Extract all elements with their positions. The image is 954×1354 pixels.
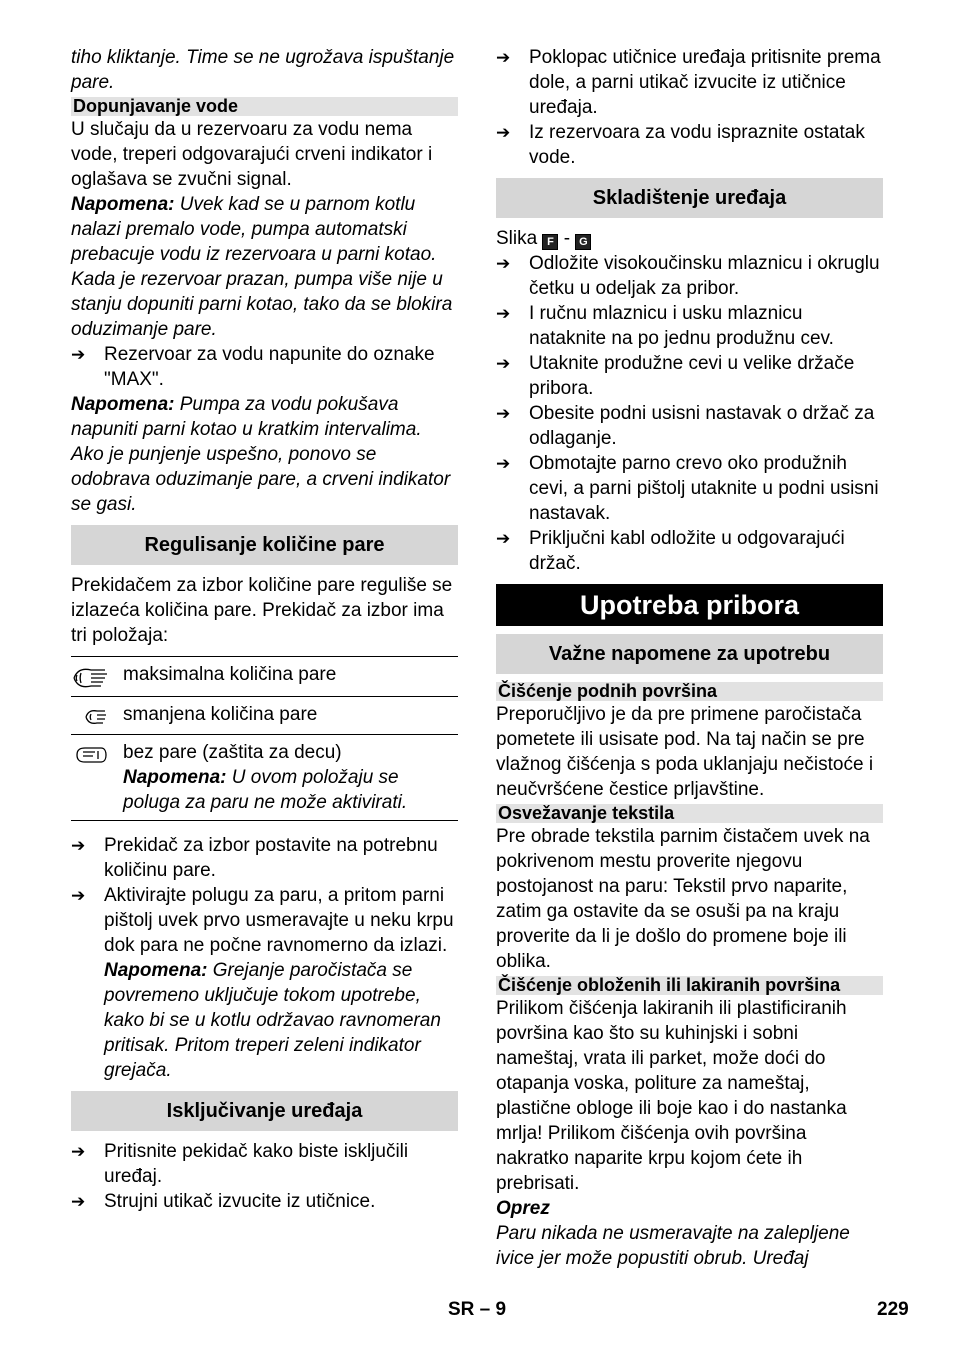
bullet-text: Aktivirajte polugu za paru, a pritom parni pištolj uvek prvo usmeravajte u neku krpu dok para ne počne ravnomerno da izlazi. <box>104 885 454 956</box>
bullet-item <box>496 120 883 170</box>
bullet-text: Prekidač za izbor postavite na potrebnu količinu pare. <box>104 835 438 881</box>
intro-text: tiho kliktanje. Time se ne ugrožava ispuštanje pare. <box>71 47 455 93</box>
note-label: Napomena: <box>71 194 175 215</box>
coated-text: Prilikom čišćenja lakiranih ili plastificiranih površina kao što su kuhinjski i sobni nameštaj, vrata ili parket, može doći do otapanja voska, politure za nameštaj, plastične obloge ili boje kao i do nastanka mrlja! Prilikom čišćenja ovih površina nakratko naparite krpu kojom ćete ih prebrisati. <box>496 998 847 1194</box>
refill-note-2 <box>71 392 458 517</box>
note-label: Napomena: <box>104 960 208 981</box>
arrow-icon: ➔ <box>71 886 86 905</box>
steam-text: Prekidačem za izbor količine pare reguliše se izlazeća količina pare. Prekidač za izbor ima tri položaja: <box>71 575 453 646</box>
coated-heading: Čišćenje obloženih ili lakiranih površina <box>496 976 883 995</box>
bullet-item <box>496 451 883 526</box>
steam-note <box>104 958 458 1083</box>
bullet-item <box>496 526 883 576</box>
right-column <box>496 45 883 1271</box>
textile-text: Pre obrade tekstila parnim čistačem uvek na pokrivenom mestu proverite njegovu postojanost na paru: Tekstil prvo naparite, zatim ga ostavite da se osuši pa na kraju proverite da li je došlo do promene boje ili oblika. <box>496 826 870 972</box>
bullet-text: Utaknite produžne cevi u velike držače pribora. <box>529 353 855 399</box>
reduced-steam-icon <box>71 702 123 729</box>
table-row-text: maksimalna količina pare <box>123 664 337 685</box>
textile-heading: Osvežavanje tekstila <box>496 804 883 823</box>
arrow-icon: ➔ <box>71 836 86 855</box>
row-text: bez pare (zaštita za decu) <box>123 742 342 763</box>
storage-heading: Skladištenje uređaja <box>496 178 883 218</box>
refill-heading: Dopunjavanje vode <box>71 97 458 116</box>
refill-text: U slučaju da u rezervoaru za vodu nema vode, treperi odgovarajući crveni indikator i oglašava se zvučni signal. <box>71 119 433 190</box>
bullet-text: Obmotajte parno crevo oko produžnih cevi, a parni pištolj utaknite u podni usisni nastavak. <box>529 453 879 524</box>
bullet-text: Pritisnite pekidač kako biste isključili uređaj. <box>104 1141 409 1187</box>
note-text: Uvek kad se u parnom kotlu nalazi premalo vode, pumpa automatski prebacuje vodu iz rezervoara u parni kotao. Kada je rezervoar prazan, pumpa više nije u stanju dopuniti parni kotao, tako da se blokira oduzimanje pare. <box>71 194 453 340</box>
arrow-icon: ➔ <box>71 1142 86 1161</box>
caution-text: Paru nikada ne usmeravajte na zalepljene ivice jer može popustiti obrub. Uređaj <box>496 1223 850 1269</box>
floor-text: Preporučljivo je da pre primene paročistača pometete ili usisate pod. Na taj način se pre vlažnog čišćenja s poda uklanjaju nečistoće i neučvršćene čestice prljavštine. <box>496 704 874 800</box>
no-steam-icon <box>71 740 123 815</box>
bullet-item <box>71 883 458 1083</box>
important-notes-heading: Važne napomene za upotrebu <box>496 634 883 674</box>
page-number: 229 <box>877 1299 909 1320</box>
arrow-icon: ➔ <box>496 48 511 67</box>
bullet-item <box>71 1189 458 1214</box>
steam-heading: Regulisanje količine pare <box>71 525 458 565</box>
bullet-item <box>496 251 883 301</box>
figure-reference <box>496 226 883 251</box>
arrow-icon: ➔ <box>496 354 511 373</box>
arrow-icon: ➔ <box>71 1192 86 1211</box>
steam-table <box>71 656 458 821</box>
bullet-item <box>496 401 883 451</box>
accessories-heading: Upotreba pribora <box>496 584 883 626</box>
arrow-icon: ➔ <box>496 529 511 548</box>
figure-label: Slika <box>496 228 538 249</box>
note-label: Napomena: <box>123 767 227 788</box>
bullet-text: Iz rezervoara za vodu ispraznite ostatak vode. <box>529 122 865 168</box>
figure-dash: - <box>558 228 576 249</box>
bullet-item <box>71 342 458 392</box>
note-label: Napomena: <box>71 394 175 415</box>
bullet-item <box>71 1139 458 1189</box>
bullet-text: Obesite podni usisni nastavak o držač za odlaganje. <box>529 403 875 449</box>
bullet-text: Strujni utikač izvucite iz utičnice. <box>104 1191 376 1212</box>
table-row-text: smanjena količina pare <box>123 704 318 725</box>
bullet-text: I ručnu mlaznicu i usku mlaznicu nataknite na po jednu produžnu cev. <box>529 303 834 349</box>
max-steam-icon <box>71 662 123 691</box>
arrow-icon: ➔ <box>496 123 511 142</box>
arrow-icon: ➔ <box>496 404 511 423</box>
bullet-text: Rezervoar za vodu napunite do oznake "MAX". <box>104 344 435 390</box>
note-text: U ovom položaju se poluga za paru ne može aktivirati. <box>123 767 408 813</box>
caution-label: Oprez <box>496 1198 550 1219</box>
table-row <box>71 657 458 697</box>
bullet-text: Odložite visokoučinsku mlaznicu i okruglu četku u odeljak za pribor. <box>529 253 880 299</box>
page-section-label: SR – 9 <box>448 1299 507 1320</box>
bullet-item <box>496 45 883 120</box>
table-row-text <box>123 740 458 815</box>
bullet-item <box>71 833 458 883</box>
bullet-item <box>496 301 883 351</box>
figure-f-badge: F <box>542 234 558 250</box>
bullet-text: Poklopac utičnice uređaja pritisnite prema dole, a parni utikač izvucite iz utičnice uređaja. <box>529 47 881 118</box>
bullet-text: Priključni kabl odložite u odgovarajući držač. <box>529 528 845 574</box>
arrow-icon: ➔ <box>496 304 511 323</box>
left-column <box>71 45 458 1214</box>
figure-g-badge: G <box>575 234 591 250</box>
arrow-icon: ➔ <box>71 345 86 364</box>
note-text: Pumpa za vodu pokušava napuniti parni kotao u kratkim intervalima. Ako je punjenje uspešno, ponovo se odobrava oduzimanje pare, a crveni indikator se gasi. <box>71 394 451 515</box>
table-row <box>71 735 458 821</box>
arrow-icon: ➔ <box>496 454 511 473</box>
refill-note-1 <box>71 192 458 342</box>
arrow-icon: ➔ <box>496 254 511 273</box>
note-text: Grejanje paročistača se povremeno uključuje tokom upotrebe, kako bi se u kotlu održavao ravnomeran pritisak. Pritom treperi zeleni indikator grejača. <box>104 960 441 1081</box>
floor-heading: Čišćenje podnih površina <box>496 682 883 701</box>
bullet-item <box>496 351 883 401</box>
table-row <box>71 697 458 735</box>
row-note <box>123 765 458 815</box>
off-heading: Isključivanje uređaja <box>71 1091 458 1131</box>
